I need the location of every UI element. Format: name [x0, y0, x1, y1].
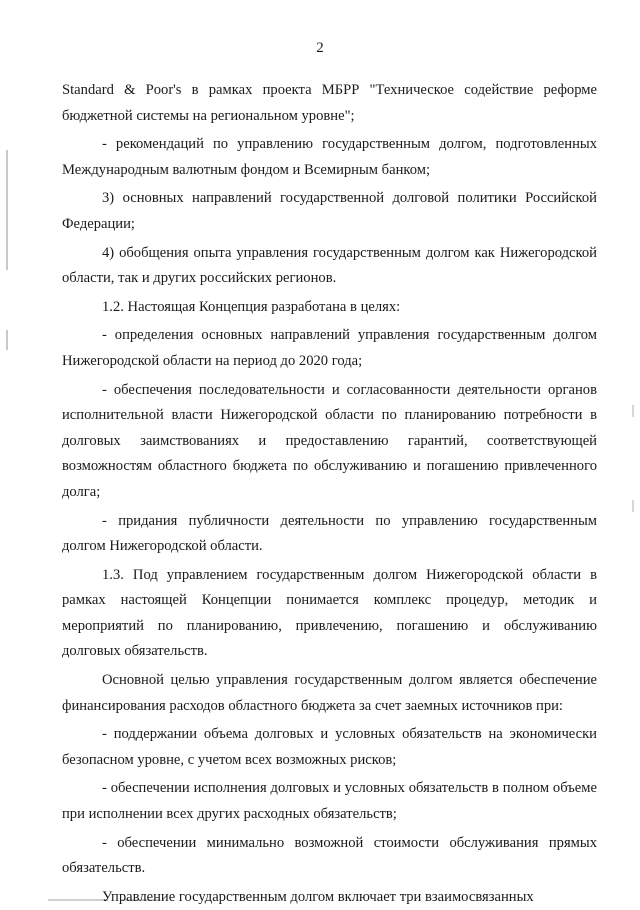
- scan-edge-mark: [6, 330, 8, 350]
- paragraph: - обеспечения последовательности и согласованности деятельности органов исполнительной власти Нижегородской области по планированию потребности в долговых заимствованиях и предоставлению гарантий, соответствующей возможностям областного бюджета по обслуживанию и погашению привлеченного долга;: [62, 381, 597, 500]
- paragraph: 4) обобщения опыта управления государственным долгом как Нижегородской области, так и других российских регионов.: [62, 244, 597, 287]
- paragraph: - обеспечении минимально возможной стоимости обслуживания прямых обязательств.: [62, 834, 597, 877]
- paragraph: 1.2. Настоящая Концепция разработана в целях:: [102, 298, 401, 315]
- scan-edge-mark: [632, 500, 634, 512]
- page-number: 2: [316, 40, 324, 56]
- paragraph: - рекомендаций по управлению государственным долгом, подготовленных Международным валютным фондом и Всемирным банком;: [62, 136, 597, 178]
- paragraph: - определения основных направлений управления государственным долгом Нижегородской области на период до 2020 года;: [62, 327, 597, 369]
- paragraph: Standard & Poor's в рамках проекта МБРР "Техническое содействие реформе бюджетной системы на региональном уровне";: [62, 82, 597, 124]
- document-body: [62, 78, 597, 910]
- paragraph: 1.3. Под управлением государственным долгом Нижегородской области в рамках настоящей Концепции понимается комплекс процедур, методик и мероприятий по планированию, привлечению, погашению и обслуживанию долговых обязательств.: [62, 566, 597, 660]
- paragraph: - придания публичности деятельности по управлению государственным долгом Нижегородской области.: [62, 512, 597, 555]
- scan-edge-mark: [632, 405, 634, 417]
- paragraph: 3) основных направлений государственной долговой политики Российской Федерации;: [62, 190, 597, 232]
- paragraph: - обеспечении исполнения долговых и условных обязательств в полном объеме при исполнении всех других расходных обязательств;: [62, 780, 597, 823]
- paragraph: Основной целью управления государственным долгом является обеспечение финансирования расходов областного бюджета за счет заемных источников при:: [62, 672, 597, 714]
- paragraph: Управление государственным долгом включает три взаимосвязанных: [102, 888, 534, 905]
- paragraph: - поддержании объема долговых и условных обязательств на экономически безопасном уровне, с учетом всех возможных рисков;: [62, 726, 597, 768]
- scan-edge-mark: [6, 150, 8, 270]
